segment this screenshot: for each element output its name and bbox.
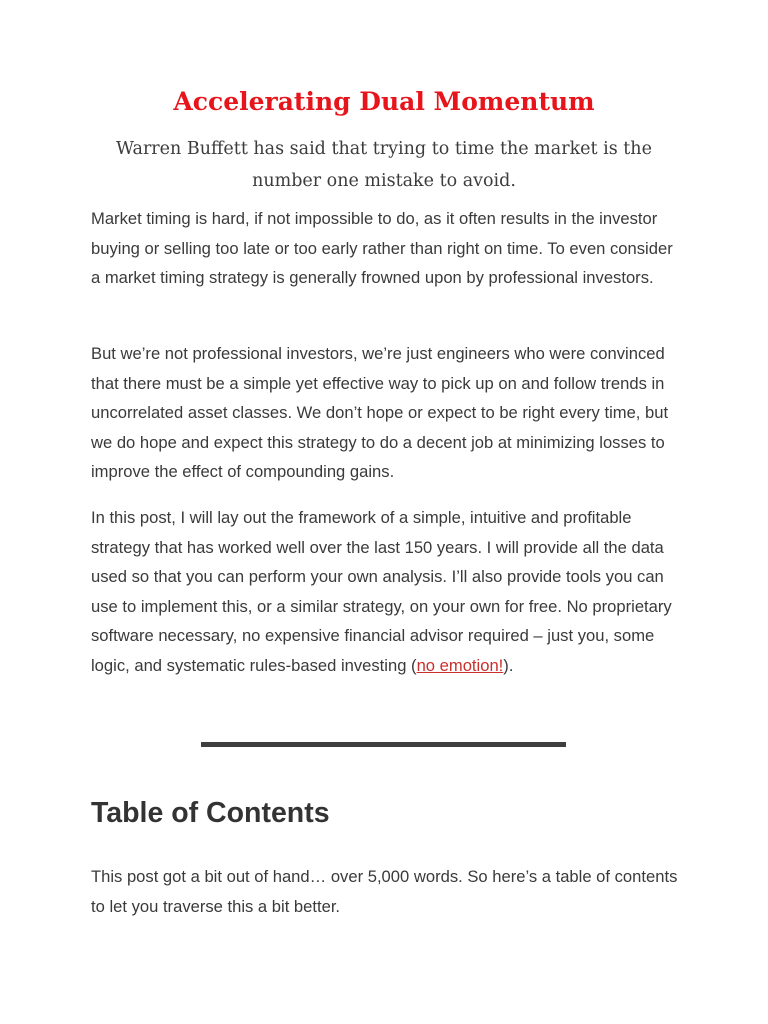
- body-paragraph-1: Market timing is hard, if not impossible to do, as it often results in the investor buying or selling too late or too early rather than right on time. To even consider a market timing strategy is generally frowned upon by professional investors.: [91, 209, 673, 288]
- article-subtitle-quote: Warren Buffett has said that trying to time the market is the number one mistake to avoid.: [116, 139, 652, 191]
- article-title: Accelerating Dual Momentum: [173, 87, 595, 116]
- table-of-contents-heading: Table of Contents: [91, 797, 330, 829]
- body-paragraph-3: [91, 503, 681, 681]
- section-divider: [201, 742, 566, 747]
- toc-intro-paragraph: This post got a bit out of hand… over 5,000 words. So here’s a table of contents to let you traverse this a bit better.: [91, 867, 678, 916]
- no-emotion-link[interactable]: no emotion!: [416, 655, 504, 675]
- body-paragraph-2: But we’re not professional investors, we’re just engineers who were convinced that there must be a simple yet effective way to pick up on and follow trends in uncorrelated asset classes. We don’t hope or expect to be right every time, but we do hope and expect this strategy to do a decent job at minimizing losses to improve the effect of compounding gains.: [91, 344, 669, 482]
- body-paragraph-3-closing: ).: [503, 655, 514, 675]
- body-paragraph-3-text: In this post, I will lay out the framework of a simple, intuitive and profitable strategy that has worked well over the last 150 years. I will provide all the data used so that you can perform your own analysis. I’ll also provide tools you can use to implement this, or a similar strategy, on your own for free. No proprietary software necessary, no expensive financial advisor required – just you, some logic, and systematic rules-based investing (: [91, 508, 672, 675]
